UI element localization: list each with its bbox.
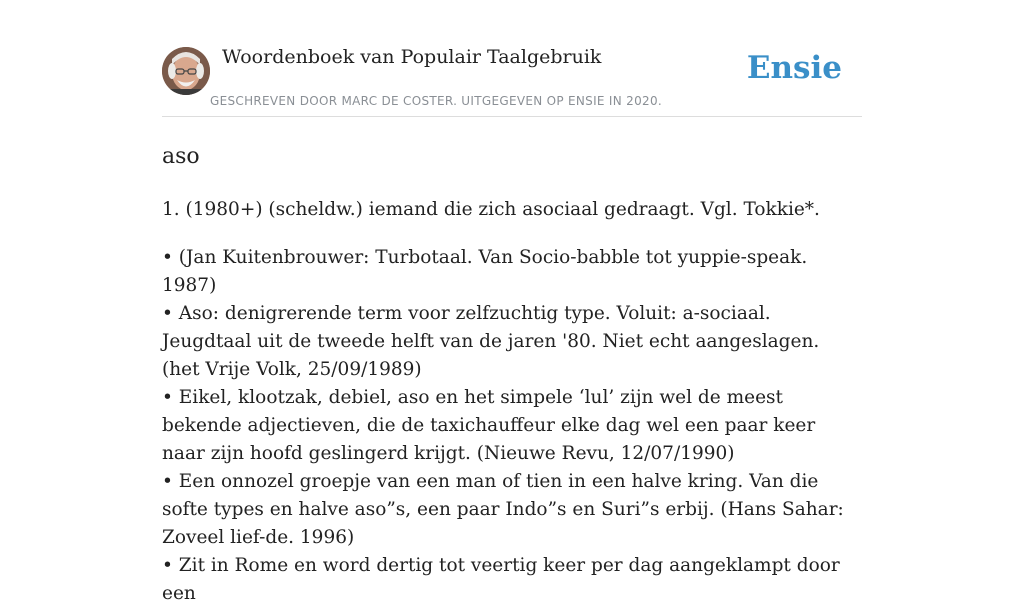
citation-item: • Aso: denigrerende term voor zelfzuchtig type. Voluit: a-sociaal. Jeugdtaal uit de tweede helft van de jaren '80. Niet echt aangeslagen. (het Vrije Volk, 25/09/1989) xyxy=(162,303,820,380)
entry-headword: aso xyxy=(162,144,200,169)
citation-item: • Eikel, klootzak, debiel, aso en het simpele ‘lul’ zijn wel de meest bekende adjectieven, die de taxichauffeur elke dag wel een paar keer naar zijn hoofd geslingerd krijgt. (Nieuwe Revu, 12/07/1990) xyxy=(162,387,816,464)
citation-item: • Een onnozel groepje van een man of tien in een halve kring. Van die softe types en halve aso”s, een paar Indo”s en Suri”s erbij. (Hans Sahar: Zoveel lief-de. 1996) xyxy=(162,471,844,548)
entry-definition: 1. (1980+) (scheldw.) iemand die zich asociaal gedraagt. Vgl. Tokkie*. xyxy=(162,199,820,220)
citation-list xyxy=(162,244,862,608)
author-avatar[interactable] xyxy=(162,47,210,95)
entry-content xyxy=(162,144,862,608)
ensie-logo[interactable]: Ensie xyxy=(746,50,842,86)
citation-item: • Zit in Rome en word dertig tot veertig keer per dag aangeklampt door een xyxy=(162,555,840,604)
citation-item: • (Jan Kuitenbrouwer: Turbotaal. Van Socio-babble tot yuppie-speak. 1987) xyxy=(162,247,808,296)
author-byline: GESCHREVEN DOOR MARC DE COSTER. UITGEGEVEN OP ENSIE IN 2020. xyxy=(210,94,662,108)
page xyxy=(162,0,862,608)
book-title[interactable]: Woordenboek van Populair Taalgebruik xyxy=(222,46,602,68)
author-photo-icon xyxy=(162,47,210,95)
book-header xyxy=(162,0,862,117)
